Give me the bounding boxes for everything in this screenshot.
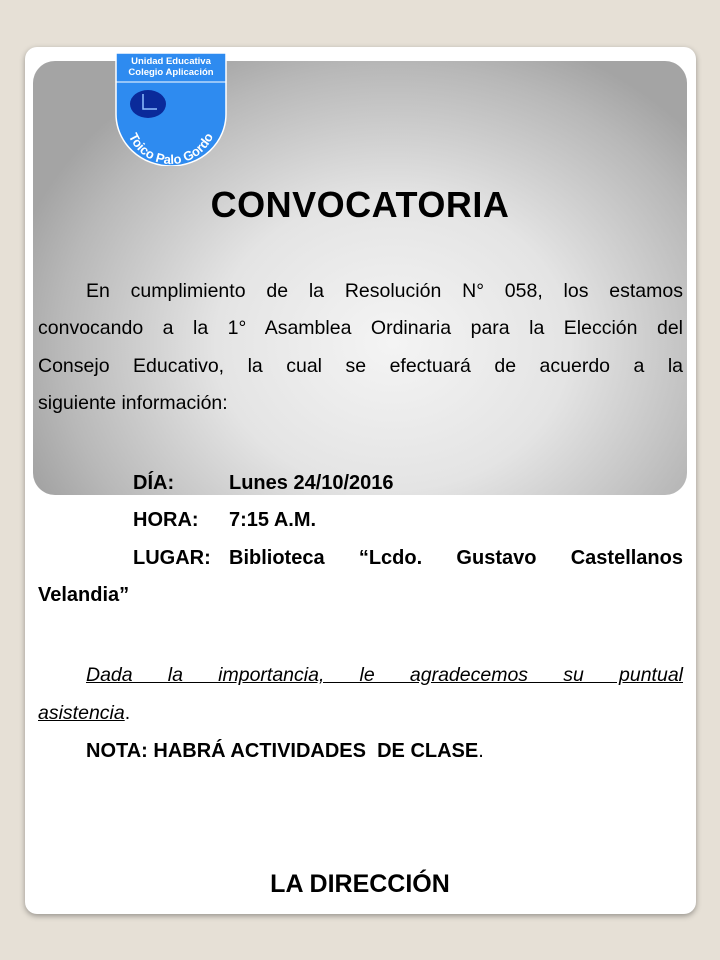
intro-line: En cumplimiento de la Resolución N° 058, los estamos	[86, 280, 683, 302]
day-value: Lunes 24/10/2016	[229, 472, 394, 494]
place-value: Biblioteca “Lcdo. Gustavo Castellanos	[229, 547, 683, 569]
closing-line: Dada la importancia, le agradecemos su puntual	[86, 664, 683, 686]
note-period: .	[478, 740, 484, 762]
intro-line: siguiente información:	[38, 392, 228, 414]
place-label: LUGAR:	[133, 547, 211, 569]
place-value-cont: Velandia”	[38, 584, 130, 606]
closing-word: asistencia	[38, 702, 125, 724]
note: NOTA: HABRÁ ACTIVIDADES DE CLASE	[86, 740, 479, 762]
logo-line2: Colegio Aplicación	[128, 67, 214, 78]
signature: LA DIRECCIÓN	[270, 870, 450, 898]
closing-line-2	[38, 702, 683, 725]
note-row	[86, 740, 484, 763]
time-label: HORA:	[133, 509, 199, 531]
page-title: CONVOCATORIA	[210, 184, 510, 225]
intro-line: Consejo Educativo, la cual se efectuará de acuerdo a la	[38, 355, 683, 377]
closing-period: .	[124, 702, 131, 724]
school-logo	[115, 52, 227, 166]
logo-line1: Unidad Educativa	[131, 56, 211, 67]
day-label: DÍA:	[133, 472, 175, 494]
time-value: 7:15 A.M.	[229, 509, 317, 531]
logo-arc-text: Toico Palo Gordo	[125, 130, 217, 166]
intro-line: convocando a la 1° Asamblea Ordinaria para la Elección del	[38, 317, 683, 339]
